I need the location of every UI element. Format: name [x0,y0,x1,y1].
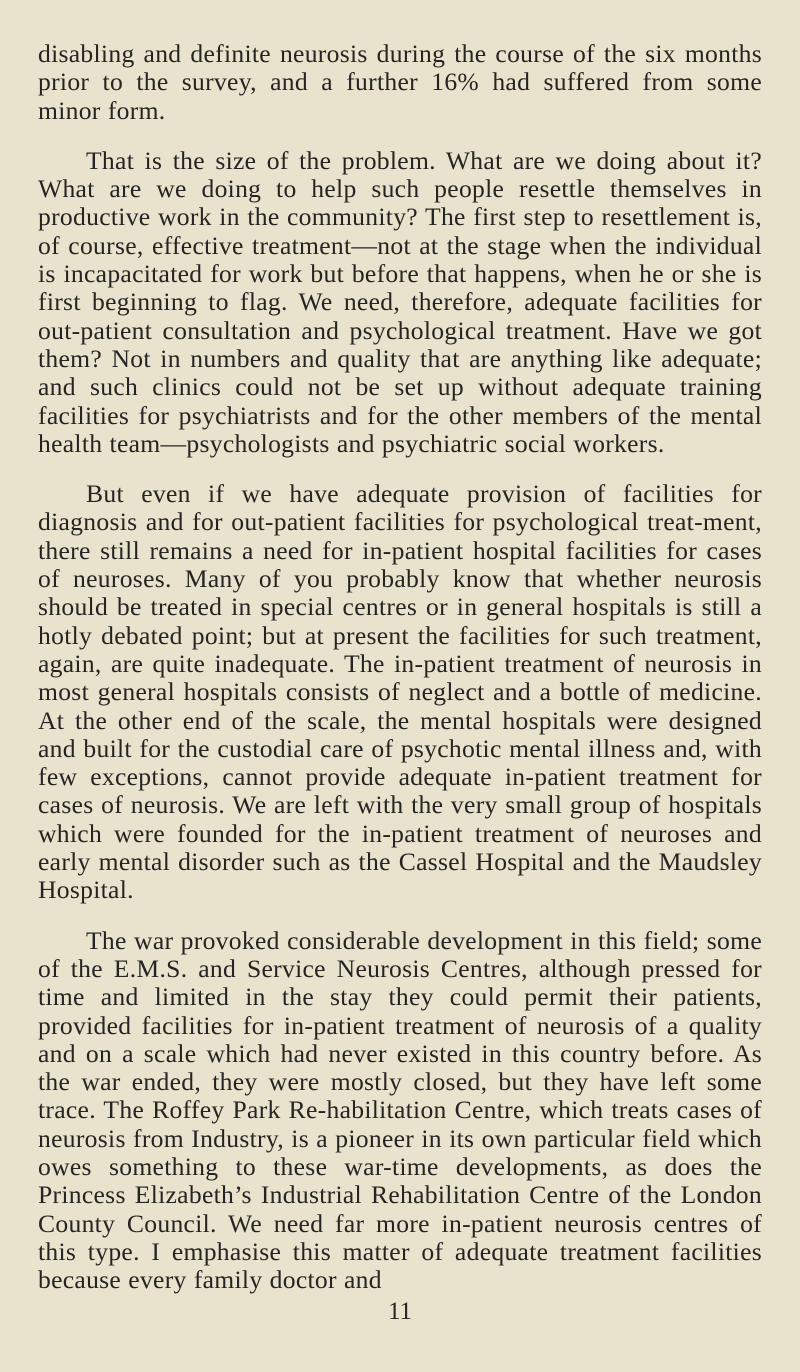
paragraph-continuation: disabling and definite neurosis during the course of the six months prior to the survey, and a further 16% had suffered from some minor form. [38,39,762,125]
paragraph-size-of-problem: That is the size of the problem. What are we doing about it? What are we doing to help such people resettle themselves in productive work in the community? The first step to resettlement is, of course, effective treatment—not at the stage when the individual is incapacitated for work but before that happens, when he or she is first beginning to flag. We need, therefore, adequate facilities for out-patient consultation and psychological treatment. Have we got them? Not in numbers and quality that are anything like adequate; and such clinics could not be set up without adequate training facilities for psychiatrists and for the other members of the mental health team—psychologists and psychiatric social workers. [38,145,762,458]
paragraph-in-patient-facilities: But even if we have adequate provision of facilities for diagnosis and for out-patient facilities for psychological treat-ment, there still remains a need for in-patient hospital facilities for cases of neuroses. Many of you probably know that whether neurosis should be treated in special centres or in general hospitals is still a hotly debated point; but at present the facilities for such treatment, again, are quite inadequate. The in-patient treatment of neurosis in most general hospitals consists of neglect and a bottle of medicine. At the other end of the scale, the mental hospitals were designed and built for the custodial care of psychotic mental illness and, with few exceptions, cannot provide adequate in-patient treatment for cases of neurosis. We are left with the very small group of hospitals which were founded for the in-patient treatment of neuroses and early mental disorder such as the Cassel Hospital and the Maudsley Hospital. [38,479,762,905]
paragraph-war-developments: The war provoked considerable development in this field; some of the E.M.S. and Service Neurosis Centres, although pressed for time and limited in the stay they could permit their patients, provided facilities for in-patient treatment of neurosis of a quality and on a scale which had never existed in this country before. As the war ended, they were mostly closed, but they have left some trace. The Roffey Park Re-habilitation Centre, which treats cases of neurosis from Industry, is a pioneer in its own particular field which owes something to these war-time developments, as does the Princess Elizabeth’s Industrial Rehabilitation Centre of the London County Council. We need far more in-patient neurosis centres of this type. I emphasise this matter of adequate treatment facilities because every family doctor and [38,925,762,1295]
page-number: 11 [387,1298,413,1325]
